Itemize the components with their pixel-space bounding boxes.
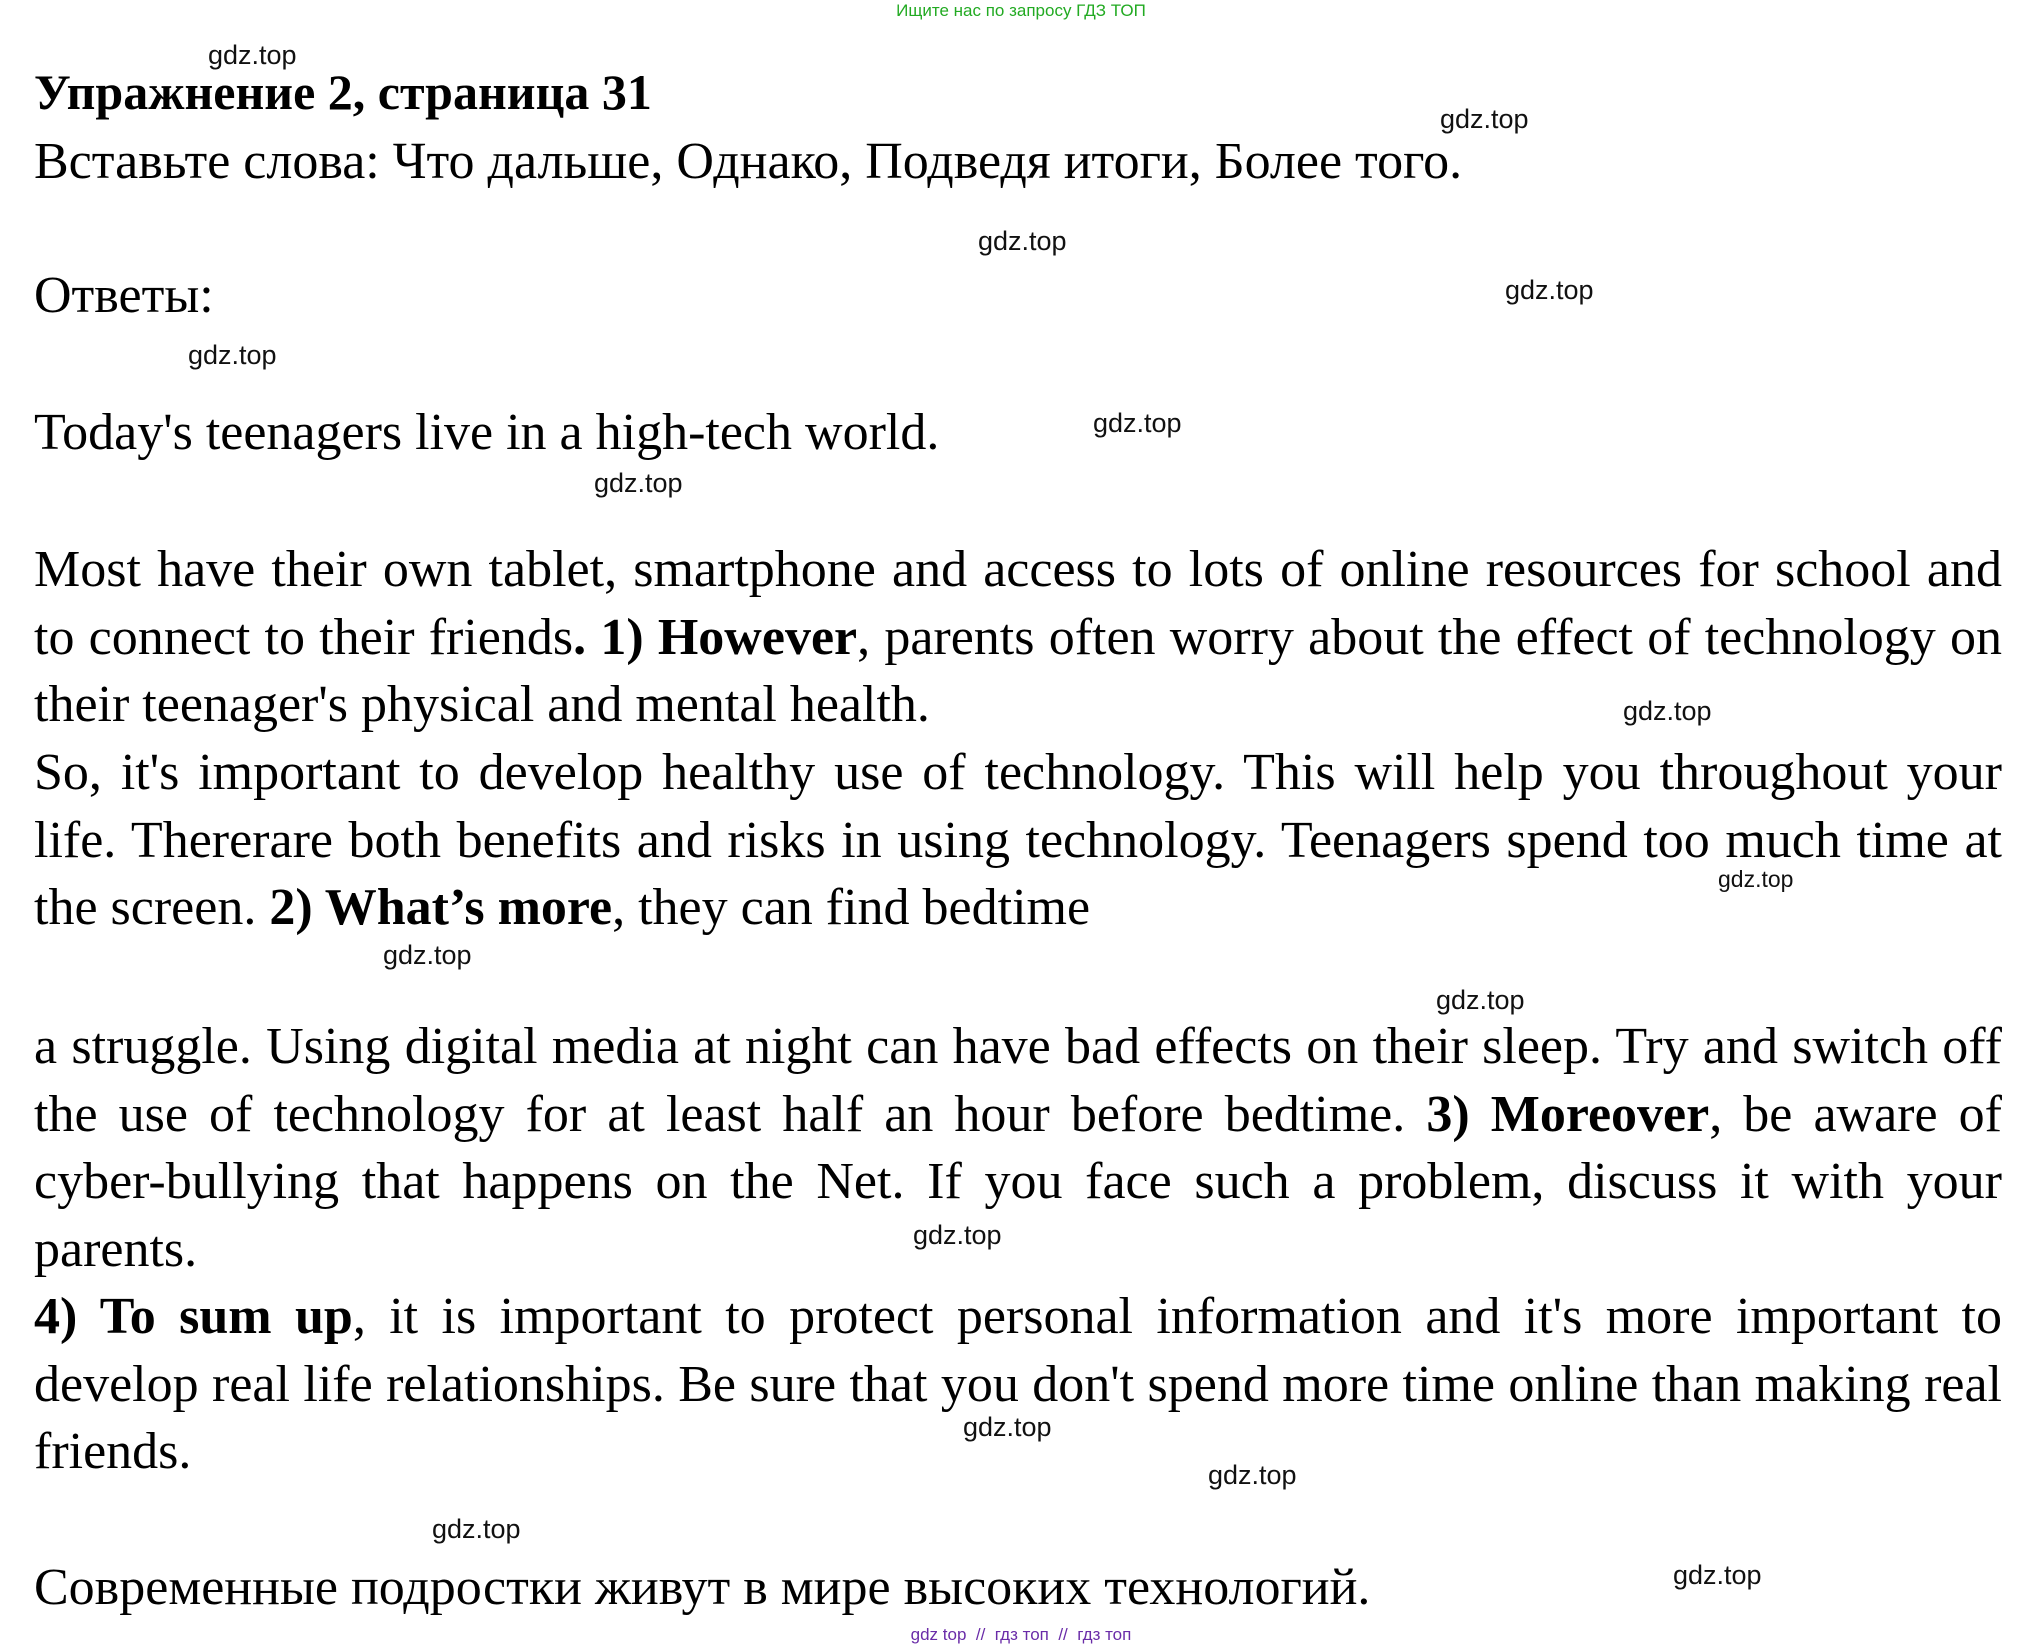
watermark: gdz.top <box>1505 275 1594 305</box>
answer-3: 3) Moreover <box>1426 1085 1710 1143</box>
translation-sentence: Современные подростки живут в мире высоких технологий. <box>34 1559 1371 1616</box>
paragraph-3-text: a struggle. Using digital media at night can have bad effects on their sleep. Try and switch off the use of technology for at least half an hour before bedtime. <box>34 1018 2002 1143</box>
watermark: gdz.top <box>913 1220 1002 1250</box>
paragraph-4-text: , it is important to protect personal information and it's more important to develop real life relationships. Be sure that you don't spend more time online than making real friends. <box>34 1288 2002 1480</box>
paragraph-2 <box>34 739 2002 942</box>
search-banner: Ищите нас по запросу ГДЗ ТОП <box>896 1 1146 20</box>
watermark: gdz.top <box>383 940 472 970</box>
watermark: gdz.top <box>1208 1460 1297 1490</box>
watermark: gdz.top <box>978 226 1067 256</box>
paragraph-1-text: , parents often worry about the effect of technology on their teenager's physical and mental health. <box>34 608 2002 733</box>
watermark: gdz.top <box>208 40 297 70</box>
exercise-title: Упражнение 2, страница 31 <box>34 64 652 120</box>
watermark: gdz.top <box>188 340 277 370</box>
footer-banner: gdz top // гдз топ // гдз топ <box>910 1625 1132 1644</box>
intro-sentence: Today's teenagers live in a high-tech world. <box>34 404 940 461</box>
instruction-text: Вставьте слова: Что дальше, Однако, Подведя итоги, Более того. <box>34 133 1463 190</box>
watermark: gdz.top <box>1673 1560 1762 1590</box>
answer-4: 4) To sum up <box>34 1288 353 1345</box>
paragraph-2-text: So, it's important to develop healthy use of technology. This will help you throughout your life. Thererare both benefits and risks in using technology. Teenagers spend too much time at the screen. <box>34 744 2002 936</box>
watermark: gdz.top <box>594 468 683 498</box>
answer-2: 2) What’s more <box>269 879 613 936</box>
paragraph-3-text: , be aware of cyber-bullying that happens on the Net. If you face such a problem, discuss it with your parents. <box>34 1085 2002 1278</box>
answer-1: . 1) However <box>573 608 858 666</box>
paragraph-1-text: Most have their own tablet, smartphone and access to lots of online resources for school and to connect to their friends <box>34 541 2002 666</box>
paragraph-4 <box>34 1283 2002 1486</box>
watermark: gdz.top <box>1440 104 1529 134</box>
watermark: gdz.top <box>1718 866 1794 892</box>
watermark: gdz.top <box>432 1514 521 1544</box>
watermark: gdz.top <box>1623 696 1712 726</box>
watermark: gdz.top <box>963 1412 1052 1442</box>
paragraph-3 <box>34 1013 2002 1283</box>
watermark: gdz.top <box>1093 408 1182 438</box>
paragraph-2-text: , they can find bedtime <box>612 879 1091 936</box>
answers-label: Ответы: <box>34 267 214 324</box>
watermark: gdz.top <box>1436 985 1525 1015</box>
